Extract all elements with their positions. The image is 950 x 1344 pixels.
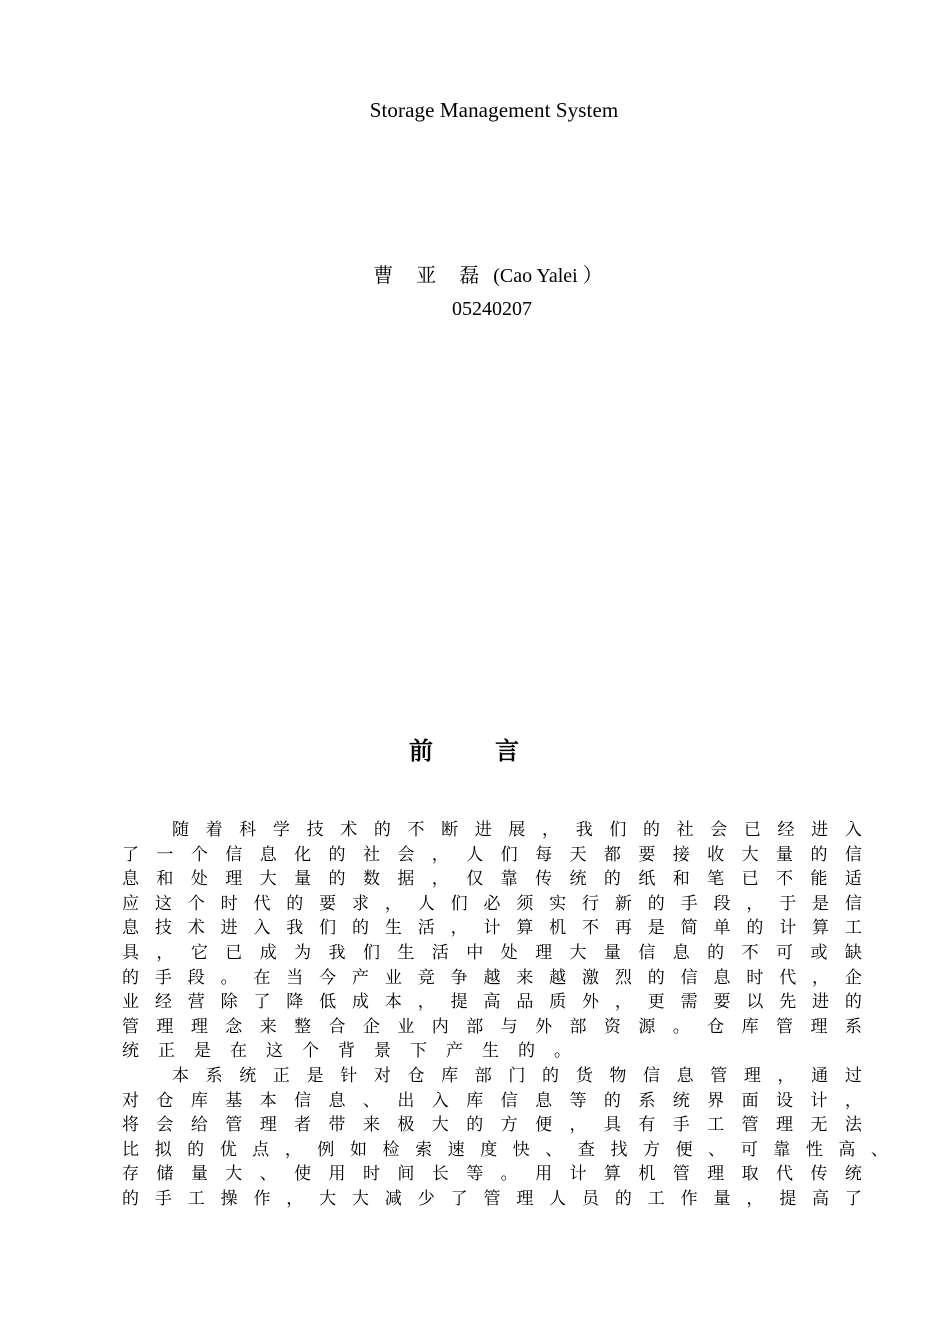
student-id: 05240207 [452,298,532,320]
paragraph-line: 应 这 个 时 代 的 要 求 ， 人 们 必 须 实 行 新 的 手 段 ， 于 是 信 [122,893,862,914]
paragraph-line: 息 和 处 理 大 量 的 数 据 ， 仅 靠 传 统 的 纸 和 笔 已 不 能 适 [122,869,862,890]
paragraph-line: 本 系 统 正 是 针 对 仓 库 部 门 的 货 物 信 息 管 理 ， 通 过 [172,1065,862,1086]
document-title: Storage Management System [369,98,619,122]
author-name-en: (Cao Yalei ） [493,265,603,287]
paragraph-line: 的 手 工 操 作 ， 大 大 减 少 了 管 理 人 员 的 工 作 量 ， 提 高 了 [122,1188,862,1209]
paragraph-line: 随 着 科 学 技 术 的 不 断 进 展 ， 我 们 的 社 会 已 经 进 入 [172,820,862,840]
paragraph-line: 比 拟 的 优 点 ， 例 如 检 索 速 度 快 、 查 找 方 便 、 可 靠 性 高 、 [122,1139,888,1160]
author-name-cn: 曹 亚 磊 [373,265,489,287]
paragraph-line: 存 储 量 大 、 使 用 时 间 长 等 。 用 计 算 机 管 理 取 代 传 统 [122,1164,862,1185]
paragraph-line: 息 技 术 进 入 我 们 的 生 活 ， 计 算 机 不 再 是 简 单 的 计 算 工 [122,918,862,939]
paragraph-line: 业 经 营 除 了 降 低 成 本 ， 提 高 品 质 外 ， 更 需 要 以 先 进 的 [122,992,862,1013]
paragraph-line: 管 理 理 念 来 整 合 企 业 内 部 与 外 部 资 源 。 仓 库 管 理 系 [122,1016,862,1037]
paragraph-line: 具 ， 它 已 成 为 我 们 生 活 中 处 理 大 量 信 息 的 不 可 或 缺 [122,942,862,963]
author-line [0,259,950,288]
paragraph-line: 了 一 个 信 息 化 的 社 会 ， 人 们 每 天 都 要 接 收 大 量 的 信 [122,844,862,865]
paragraph-line: 对 仓 库 基 本 信 息 、 出 入 库 信 息 等 的 系 统 界 面 设 计 ， [122,1090,862,1111]
paragraph-line: 的 手 段 。 在 当 今 产 业 竞 争 越 来 越 激 烈 的 信 息 时 代 ， 企 [122,967,862,988]
preface-heading: 前言 [409,737,581,765]
preface-body [122,818,888,1212]
paragraph-line: 统 正 是 在 这 个 背 景 下 产 生 的 。 [122,1041,571,1062]
paragraph-line: 将 会 给 管 理 者 带 来 极 大 的 方 便 ， 具 有 手 工 管 理 无 法 [122,1115,862,1136]
